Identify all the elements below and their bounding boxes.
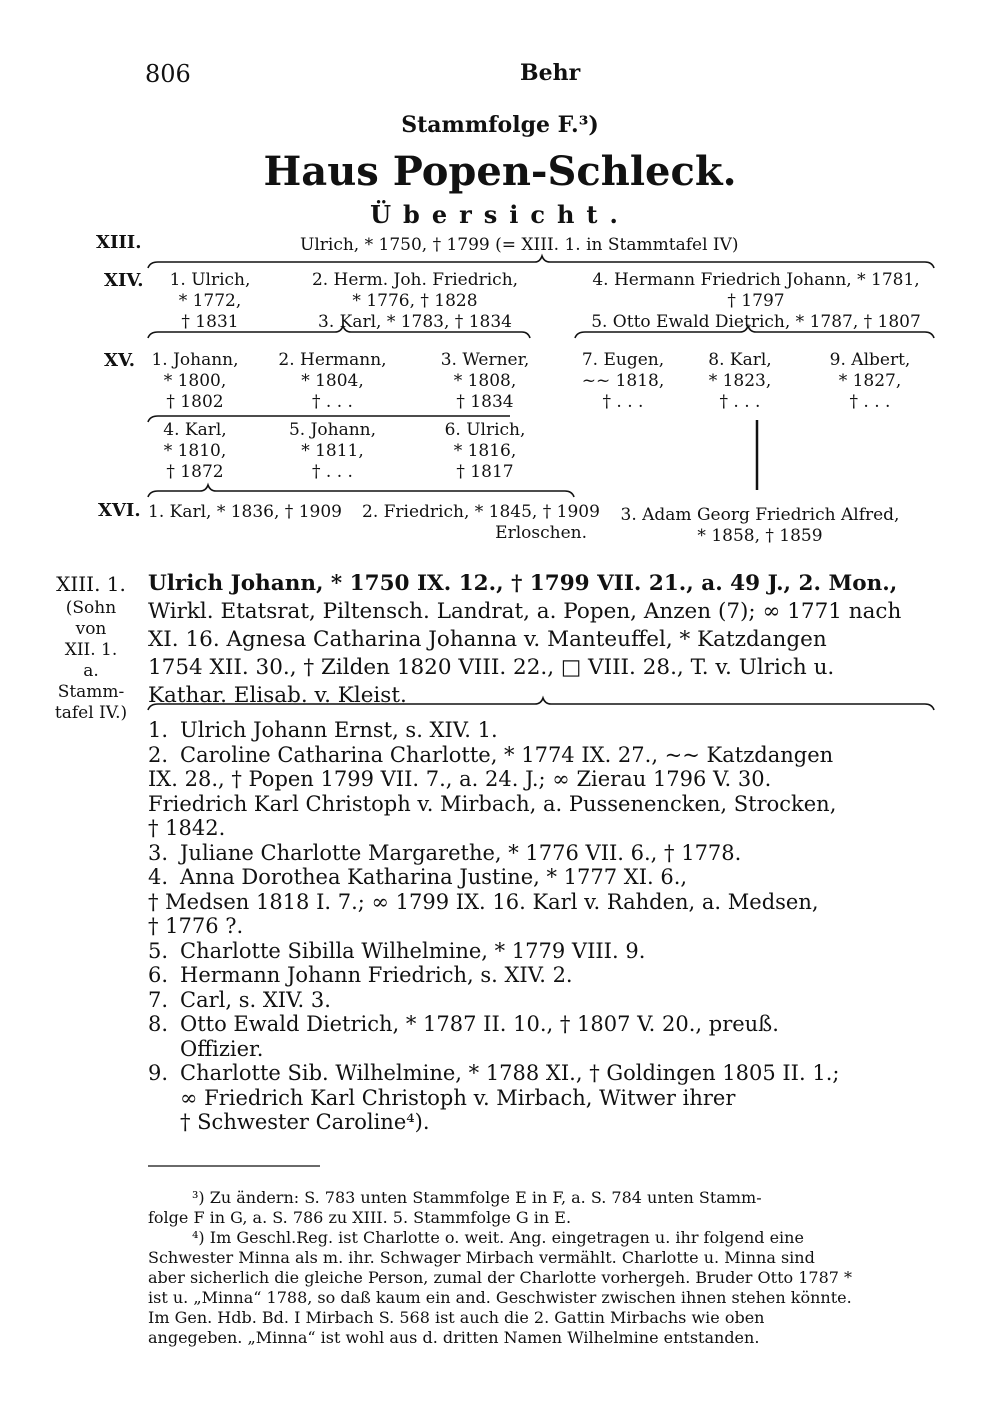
ov-line: † . . . [602, 392, 644, 412]
brace-xvi [148, 485, 574, 497]
main-entry-side [42, 570, 140, 724]
child-num: 4. [148, 865, 169, 889]
ov-line: 1. Ulrich, [169, 270, 251, 290]
child-line: Charlotte Sibilla Wilhelmine, * 1779 VIII. 9. [180, 938, 646, 963]
children-list [148, 718, 839, 1135]
entry-line: Kathar. Elisab. v. Kleist. [148, 683, 407, 708]
ov-line: 8. Karl, [708, 350, 772, 370]
gen-xv-b1 [140, 420, 250, 483]
child-line: Hermann Johann Friedrich, s. XIV. 2. [180, 963, 573, 987]
list-item [148, 1012, 839, 1061]
child-line: Ulrich Johann Ernst, s. XIV. 1. [180, 718, 498, 742]
ov-line: * 1810, [163, 441, 227, 461]
ov-line: 5. Otto Ewald Dietrich, * 1787, † 1807 [591, 312, 921, 332]
gen-xiv-col2 [290, 270, 540, 333]
side-line: XIII. 1. [56, 572, 126, 596]
ov-line: 7. Eugen, [581, 350, 665, 370]
child-line: Carl, s. XIV. 3. [180, 987, 331, 1012]
child-line: † 1842. [148, 816, 226, 840]
ov-line: † 1817 [456, 462, 514, 482]
ov-line: * 1800, [163, 371, 227, 391]
child-num: 9. [148, 1061, 169, 1085]
child-line: Caroline Catharina Charlotte, * 1774 IX. 27., ~~ Katzdangen [180, 742, 834, 767]
entry-line: Ulrich Johann, * 1750 IX. 12., † 1799 VII. 21., a. 49 J., 2. Mon., [148, 571, 898, 596]
list-item [148, 718, 839, 743]
gen-xv-c1 [568, 350, 678, 413]
ov-line: † . . . [849, 392, 891, 412]
ov-line: * 1816, [453, 441, 517, 461]
footnote-line: ⁴) Im Geschl.Reg. ist Charlotte o. weit. Ang. eingetragen u. ihr folgend eine [192, 1228, 804, 1247]
child-num: 6. [148, 963, 169, 987]
overview-title: Übersicht. [370, 200, 630, 229]
child-line: Otto Ewald Dietrich, * 1787 II. 10., † 1807 V. 20., preuß. [180, 1012, 779, 1036]
gen-xv-b3 [425, 420, 545, 483]
ov-line: 3. Adam Georg Friedrich Alfred, [620, 505, 900, 525]
gen-xiv-col1 [150, 270, 270, 333]
ov-line: 4. Hermann Friedrich Johann, * 1781, [592, 270, 920, 290]
ov-line: 3. Karl, * 1783, † 1834 [318, 312, 512, 332]
child-text [180, 718, 498, 743]
child-line: ∞ Friedrich Karl Christoph v. Mirbach, Witwer ihrer [180, 1085, 736, 1110]
footnote-line: angegeben. „Minna“ ist wohl aus d. dritten Namen Wilhelmine entstanden. [148, 1328, 760, 1347]
ov-line: † . . . [719, 392, 761, 412]
ov-line: Erloschen. [495, 523, 587, 543]
ov-line: 2. Friedrich, * 1845, † 1909 [362, 502, 600, 522]
gen-xv-a2 [265, 350, 400, 413]
gen-xv-label: XV. [104, 350, 136, 371]
list-item [148, 963, 839, 988]
gen-xv-b2 [265, 420, 400, 483]
page-number: 806 [145, 60, 191, 88]
gen-xvi-c2 [362, 502, 600, 544]
stammfolge-title: Stammfolge F.³) [401, 112, 599, 138]
ov-line: * 1827, [838, 371, 902, 391]
footnote-line: Im Gen. Hdb. Bd. I Mirbach S. 568 ist auch die 2. Gattin Mirbachs wie oben [148, 1308, 765, 1327]
list-item [148, 865, 839, 939]
footnote-line: Schwester Minna als m. ihr. Schwager Mirbach vermählt. Charlotte u. Minna sind [148, 1248, 815, 1267]
gen-xiii-label: XIII. [96, 232, 142, 253]
side-line: (Sohn [65, 598, 117, 618]
child-line: Offizier. [180, 1036, 264, 1061]
gen-xiv-label: XIV. [104, 270, 144, 291]
footnote-line: aber sicherlich die gleiche Person, zumal der Charlotte vorhergeh. Bruder Otto 1787 * [148, 1268, 853, 1287]
ov-line: † . . . [312, 392, 353, 412]
child-line: IX. 28., † Popen 1799 VII. 7., a. 24. J.; ∞ Zierau 1796 V. 30. [148, 767, 772, 791]
ov-line: 9. Albert, [829, 350, 911, 370]
gen-xvi-c1: 1. Karl, * 1836, † 1909 [148, 502, 342, 522]
child-line: † Schwester Caroline⁴). [180, 1110, 430, 1134]
ov-line: * 1858, † 1859 [697, 526, 823, 546]
ov-line: 5. Johann, [288, 420, 377, 440]
side-line: XII. 1. [64, 640, 118, 660]
ov-line: 4. Karl, [163, 420, 227, 440]
main-entry-text [148, 570, 901, 710]
child-num: 8. [148, 1012, 169, 1036]
side-line: Stamm- [57, 682, 125, 702]
child-text [180, 939, 645, 964]
gen-xv-a3 [425, 350, 545, 413]
gen-xiii-text: Ulrich, * 1750, † 1799 (= XIII. 1. in Stammtafel IV) [300, 235, 739, 255]
entry-line: 1754 XII. 30., † Zilden 1820 VIII. 22., □ VIII. 28., T. v. Ulrich u. [148, 655, 835, 680]
child-line: Friedrich Karl Christoph v. Mirbach, a. Pussenencken, Strocken, [148, 791, 837, 816]
running-title: Behr [520, 60, 581, 86]
child-num: 2. [148, 742, 169, 767]
ov-line: † 1831 [181, 312, 239, 332]
child-text [180, 963, 573, 988]
ov-line: 6. Ulrich, [444, 420, 526, 440]
gen-xvi-c3 [605, 505, 915, 547]
child-text [180, 841, 741, 866]
ov-line: † 1872 [166, 462, 224, 482]
ov-line: * 1804, [301, 371, 364, 391]
child-text [180, 988, 331, 1013]
ov-line: 1. Johann, [151, 350, 239, 370]
child-line: † 1776 ?. [148, 914, 244, 938]
entry-line: Wirkl. Etatsrat, Piltensch. Landrat, a. Popen, Anzen (7); ∞ 1771 nach [148, 599, 902, 624]
ov-line: 2. Herm. Joh. Friedrich, [311, 270, 519, 290]
child-num: 7. [148, 987, 169, 1012]
child-text [180, 1061, 839, 1135]
child-line: Charlotte Sib. Wilhelmine, * 1788 XI., † Goldingen 1805 II. 1.; [180, 1061, 840, 1085]
child-text [148, 865, 819, 939]
ov-line: ~~ 1818, [581, 371, 665, 391]
footnote-line: folge F in G, a. S. 786 zu XIII. 5. Stammfolge G in E. [148, 1208, 572, 1227]
brace-xiv-top [148, 256, 934, 268]
footnote-line: ³) Zu ändern: S. 783 unten Stammfolge E in F, a. S. 784 unten Stamm- [192, 1188, 762, 1207]
gen-xiv-col3 [572, 270, 940, 333]
ov-line: † . . . [312, 462, 353, 482]
ov-line: 2. Hermann, [278, 350, 387, 370]
entry-line: XI. 16. Agnesa Catharina Johanna v. Manteuffel, * Katzdangen [148, 627, 827, 652]
side-line: tafel IV.) [54, 703, 128, 723]
footnotes [148, 1188, 853, 1348]
gen-xv-c2 [690, 350, 790, 413]
ov-line: * 1823, [708, 371, 772, 391]
list-item [148, 988, 839, 1013]
ov-line: * 1776, † 1828 [352, 291, 478, 311]
child-line: Anna Dorothea Katharina Justine, * 1777 XI. 6., [180, 865, 688, 889]
child-line: † Medsen 1818 I. 7.; ∞ 1799 IX. 16. Karl v. Rahden, a. Medsen, [148, 889, 819, 914]
child-num: 3. [148, 840, 169, 865]
child-line: Juliane Charlotte Margarethe, * 1776 VII. 6., † 1778. [180, 840, 742, 865]
ov-line: † 1797 [727, 291, 785, 311]
side-line: von [75, 619, 107, 639]
list-item [148, 939, 839, 964]
ov-line: * 1772, [178, 291, 242, 311]
gen-xv-a1 [140, 350, 250, 413]
list-item [148, 743, 839, 841]
ov-line: † 1802 [166, 392, 224, 412]
child-num: 1. [148, 718, 169, 742]
footnote-line: ist u. „Minna“ 1788, so daß kaum ein and. Geschwister zwischen ihnen stehen könnte. [148, 1288, 852, 1307]
ov-line: 3. Werner, [440, 350, 530, 370]
side-line: a. [83, 661, 99, 681]
gen-xvi-label: XVI. [98, 500, 141, 521]
ov-line: * 1811, [301, 441, 364, 461]
ov-line: * 1808, [453, 371, 517, 391]
child-num: 5. [148, 938, 169, 963]
child-text [148, 742, 837, 841]
list-item [148, 1061, 839, 1135]
house-title: Haus Popen-Schleck. [263, 148, 737, 195]
ov-line: † 1834 [456, 392, 514, 412]
gen-xv-c3 [815, 350, 925, 413]
list-item [148, 841, 839, 866]
child-text [180, 1012, 779, 1061]
